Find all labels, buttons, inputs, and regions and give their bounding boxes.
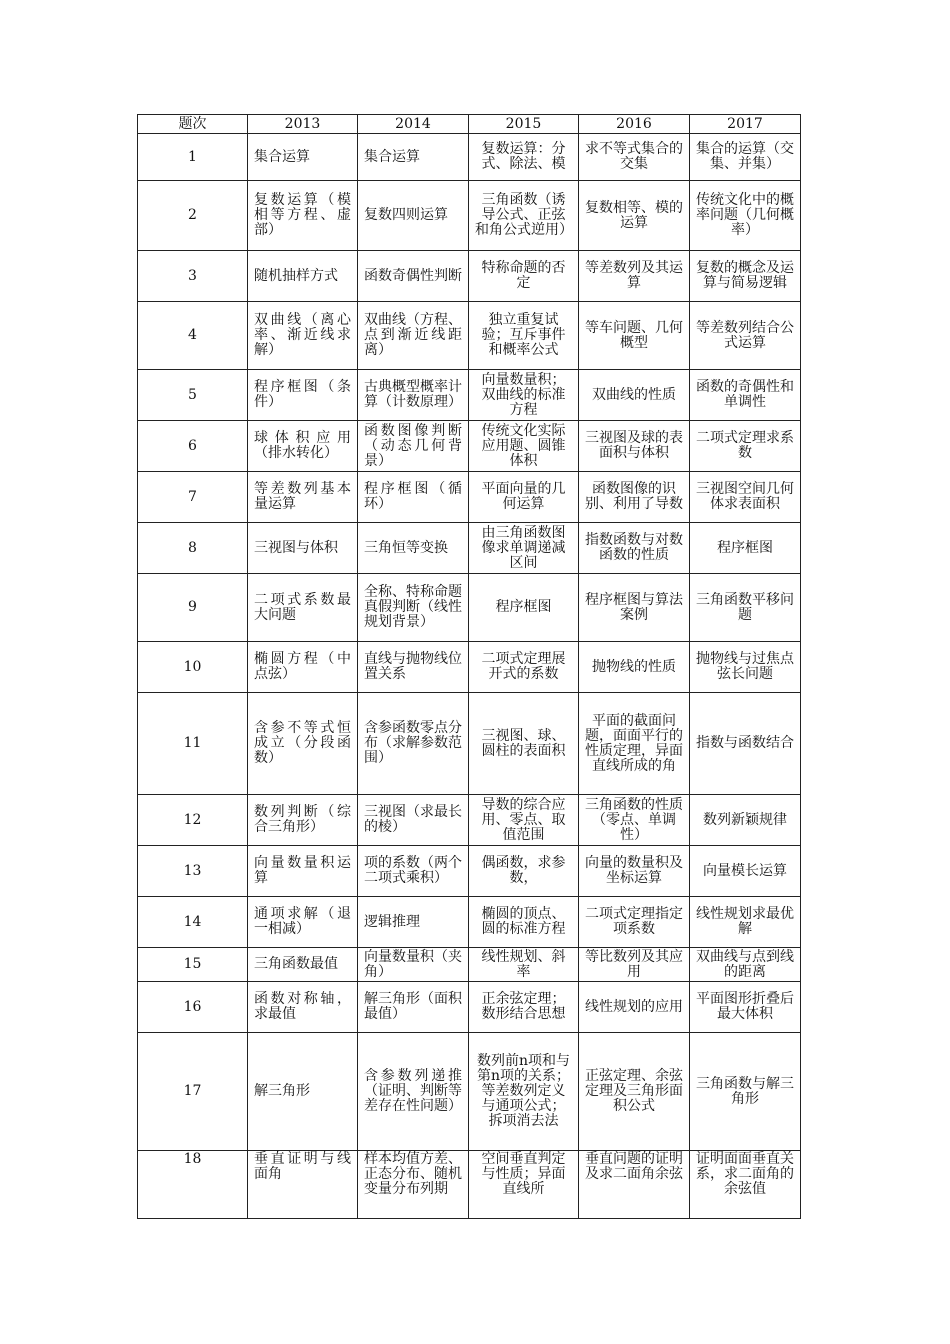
topic-cell-2017: 线性规划求最优解 bbox=[690, 897, 801, 948]
topic-cell-2017: 等差数列结合公式运算 bbox=[690, 302, 801, 370]
topic-cell-2013: 等差数列基本量运算 bbox=[248, 472, 358, 523]
question-number: 8 bbox=[138, 523, 248, 574]
table-row bbox=[138, 795, 801, 846]
table-row bbox=[138, 574, 801, 642]
topic-cell-2015: 复数运算：分式、除法、模 bbox=[469, 134, 579, 181]
topic-cell-2017: 证明面面垂直关系，求二面角的余弦值 bbox=[690, 1151, 801, 1219]
topic-cell-2014: 解三角形（面积最值） bbox=[358, 982, 469, 1033]
topic-cell-2013: 向量数量积运算 bbox=[248, 846, 358, 897]
question-number: 16 bbox=[138, 982, 248, 1033]
topic-cell-2014: 函数奇偶性判断 bbox=[358, 251, 469, 302]
table-row bbox=[138, 134, 801, 181]
topic-cell-2015: 偶函数，求参数， bbox=[469, 846, 579, 897]
topic-cell-2014: 全称、特称命题真假判断（线性规划背景） bbox=[358, 574, 469, 642]
topic-cell-2014: 三视图（求最长的棱） bbox=[358, 795, 469, 846]
topic-cell-2015: 特称命题的否定 bbox=[469, 251, 579, 302]
table-row bbox=[138, 982, 801, 1033]
topic-cell-2017: 函数的奇偶性和单调性 bbox=[690, 370, 801, 421]
topic-cell-2013: 椭圆方程（中点弦） bbox=[248, 642, 358, 693]
table-row bbox=[138, 421, 801, 472]
header-row bbox=[138, 115, 801, 134]
table-row bbox=[138, 846, 801, 897]
topic-cell-2016: 程序框图与算法案例 bbox=[579, 574, 690, 642]
topic-cell-2013: 二项式系数最大问题 bbox=[248, 574, 358, 642]
topic-cell-2015: 椭圆的顶点、圆的标准方程 bbox=[469, 897, 579, 948]
header-cell-2016: 2016 bbox=[579, 115, 690, 134]
topic-cell-2015: 由三角函数图像求单调递减区间 bbox=[469, 523, 579, 574]
question-number: 9 bbox=[138, 574, 248, 642]
topic-cell-2014: 复数四则运算 bbox=[358, 181, 469, 251]
topic-cell-2015: 正余弦定理；数形结合思想 bbox=[469, 982, 579, 1033]
question-number: 6 bbox=[138, 421, 248, 472]
topic-cell-2016: 向量的数量积及坐标运算 bbox=[579, 846, 690, 897]
topic-cell-2016: 求不等式集合的交集 bbox=[579, 134, 690, 181]
topic-cell-2016: 正弦定理、余弦定理及三角形面积公式 bbox=[579, 1033, 690, 1151]
question-number: 1 bbox=[138, 134, 248, 181]
header-cell-2015: 2015 bbox=[469, 115, 579, 134]
topic-cell-2016: 等比数列及其应用 bbox=[579, 948, 690, 982]
table-row bbox=[138, 181, 801, 251]
topic-cell-2015: 导数的综合应用、零点、取值范围 bbox=[469, 795, 579, 846]
question-number: 5 bbox=[138, 370, 248, 421]
table-row bbox=[138, 472, 801, 523]
topic-cell-2015: 三角函数（诱导公式、正弦和角公式逆用） bbox=[469, 181, 579, 251]
topic-cell-2013: 垂直证明与线面角 bbox=[248, 1151, 358, 1219]
question-number: 12 bbox=[138, 795, 248, 846]
topic-cell-2017: 平面图形折叠后最大体积 bbox=[690, 982, 801, 1033]
topic-cell-2016: 二项式定理指定项系数 bbox=[579, 897, 690, 948]
topic-cell-2017: 程序框图 bbox=[690, 523, 801, 574]
topic-cell-2015: 线性规划、斜率 bbox=[469, 948, 579, 982]
topic-cell-2014: 逻辑推理 bbox=[358, 897, 469, 948]
header-cell-2014: 2014 bbox=[358, 115, 469, 134]
table-row bbox=[138, 523, 801, 574]
topic-cell-2016: 平面的截面问题，面面平行的性质定理，异面直线所成的角 bbox=[579, 693, 690, 795]
topic-cell-2015: 独立重复试验；互斥事件和概率公式 bbox=[469, 302, 579, 370]
question-number: 2 bbox=[138, 181, 248, 251]
topic-cell-2014: 样本均值方差、正态分布、随机变量分布列期 bbox=[358, 1151, 469, 1219]
topic-cell-2013: 通项求解（退一相减） bbox=[248, 897, 358, 948]
topic-cell-2017: 三视图空间几何体求表面积 bbox=[690, 472, 801, 523]
topic-cell-2015: 平面向量的几何运算 bbox=[469, 472, 579, 523]
topic-cell-2014: 直线与抛物线位置关系 bbox=[358, 642, 469, 693]
topic-cell-2016: 三视图及球的表面积与体积 bbox=[579, 421, 690, 472]
question-number: 4 bbox=[138, 302, 248, 370]
topic-cell-2014: 函数图像判断（动态几何背景） bbox=[358, 421, 469, 472]
question-number: 14 bbox=[138, 897, 248, 948]
topic-cell-2015: 三视图、球、圆柱的表面积 bbox=[469, 693, 579, 795]
topic-cell-2014: 集合运算 bbox=[358, 134, 469, 181]
question-number: 3 bbox=[138, 251, 248, 302]
topic-cell-2017: 集合的运算（交集、并集） bbox=[690, 134, 801, 181]
topic-cell-2017: 指数与函数结合 bbox=[690, 693, 801, 795]
question-number: 7 bbox=[138, 472, 248, 523]
table-row bbox=[138, 370, 801, 421]
table-row bbox=[138, 948, 801, 982]
topic-cell-2016: 垂直问题的证明及求二面角余弦 bbox=[579, 1151, 690, 1219]
topic-cell-2014: 三角恒等变换 bbox=[358, 523, 469, 574]
topic-cell-2016: 双曲线的性质 bbox=[579, 370, 690, 421]
topic-cell-2014: 向量数量积（夹角） bbox=[358, 948, 469, 982]
topic-cell-2014: 双曲线（方程、点到渐近线距离） bbox=[358, 302, 469, 370]
topic-cell-2016: 抛物线的性质 bbox=[579, 642, 690, 693]
topic-cell-2015: 空间垂直判定与性质；异面直线所 bbox=[469, 1151, 579, 1219]
topic-cell-2013: 随机抽样方式 bbox=[248, 251, 358, 302]
header-cell-question: 题次 bbox=[138, 115, 248, 134]
topic-cell-2016: 等差数列及其运算 bbox=[579, 251, 690, 302]
topic-cell-2014: 含参函数零点分布（求解参数范围） bbox=[358, 693, 469, 795]
topic-cell-2017: 抛物线与过焦点弦长问题 bbox=[690, 642, 801, 693]
topic-cell-2014: 程序框图（循环） bbox=[358, 472, 469, 523]
question-number: 17 bbox=[138, 1033, 248, 1151]
topic-cell-2013: 含参不等式恒成立（分段函数） bbox=[248, 693, 358, 795]
question-number: 10 bbox=[138, 642, 248, 693]
topic-cell-2013: 函数对称轴，求最值 bbox=[248, 982, 358, 1033]
topic-cell-2014: 含参数列递推（证明、判断等差存在性问题） bbox=[358, 1033, 469, 1151]
table-row bbox=[138, 897, 801, 948]
table-row bbox=[138, 693, 801, 795]
topic-cell-2017: 数列新颖规律 bbox=[690, 795, 801, 846]
topic-cell-2013: 数列判断（综合三角形） bbox=[248, 795, 358, 846]
header-cell-2013: 2013 bbox=[248, 115, 358, 134]
topic-cell-2015: 向量数量积；双曲线的标准方程 bbox=[469, 370, 579, 421]
table-row bbox=[138, 642, 801, 693]
table-row bbox=[138, 1151, 801, 1219]
topic-cell-2013: 复数运算（模相等方程、虚部） bbox=[248, 181, 358, 251]
topic-cell-2013: 程序框图（条件） bbox=[248, 370, 358, 421]
question-number: 11 bbox=[138, 693, 248, 795]
table-row bbox=[138, 251, 801, 302]
topic-cell-2017: 三角函数平移问题 bbox=[690, 574, 801, 642]
question-number: 15 bbox=[138, 948, 248, 982]
topic-cell-2017: 复数的概念及运算与简易逻辑 bbox=[690, 251, 801, 302]
topic-cell-2016: 函数图像的识别、利用了导数 bbox=[579, 472, 690, 523]
topic-cell-2015: 数列前n项和与第n项的关系；等差数列定义与通项公式；拆项消去法 bbox=[469, 1033, 579, 1151]
topic-cell-2014: 古典概型概率计算（计数原理） bbox=[358, 370, 469, 421]
table-row bbox=[138, 302, 801, 370]
topic-cell-2014: 项的系数（两个二项式乘积） bbox=[358, 846, 469, 897]
topic-cell-2016: 指数函数与对数函数的性质 bbox=[579, 523, 690, 574]
topic-cell-2017: 三角函数与解三角形 bbox=[690, 1033, 801, 1151]
topic-cell-2013: 三角函数最值 bbox=[248, 948, 358, 982]
topic-cell-2013: 集合运算 bbox=[248, 134, 358, 181]
question-number: 13 bbox=[138, 846, 248, 897]
topic-cell-2016: 等车问题、几何概型 bbox=[579, 302, 690, 370]
topic-cell-2017: 二项式定理求系数 bbox=[690, 421, 801, 472]
topic-cell-2015: 程序框图 bbox=[469, 574, 579, 642]
topic-cell-2016: 三角函数的性质（零点、单调性） bbox=[579, 795, 690, 846]
topic-cell-2017: 双曲线与点到线的距离 bbox=[690, 948, 801, 982]
topic-cell-2013: 双曲线（离心率、渐近线求解） bbox=[248, 302, 358, 370]
topic-cell-2015: 二项式定理展开式的系数 bbox=[469, 642, 579, 693]
exam-topic-table bbox=[137, 114, 801, 1219]
topic-cell-2013: 三视图与体积 bbox=[248, 523, 358, 574]
topic-cell-2015: 传统文化实际应用题、圆锥体积 bbox=[469, 421, 579, 472]
question-number: 18 bbox=[138, 1151, 248, 1219]
topic-cell-2013: 球体积应用（排水转化） bbox=[248, 421, 358, 472]
topic-cell-2017: 传统文化中的概率问题（几何概率） bbox=[690, 181, 801, 251]
header-cell-2017: 2017 bbox=[690, 115, 801, 134]
topic-cell-2013: 解三角形 bbox=[248, 1033, 358, 1151]
topic-cell-2017: 向量模长运算 bbox=[690, 846, 801, 897]
topic-cell-2016: 复数相等、模的运算 bbox=[579, 181, 690, 251]
topic-cell-2016: 线性规划的应用 bbox=[579, 982, 690, 1033]
table-row bbox=[138, 1033, 801, 1151]
